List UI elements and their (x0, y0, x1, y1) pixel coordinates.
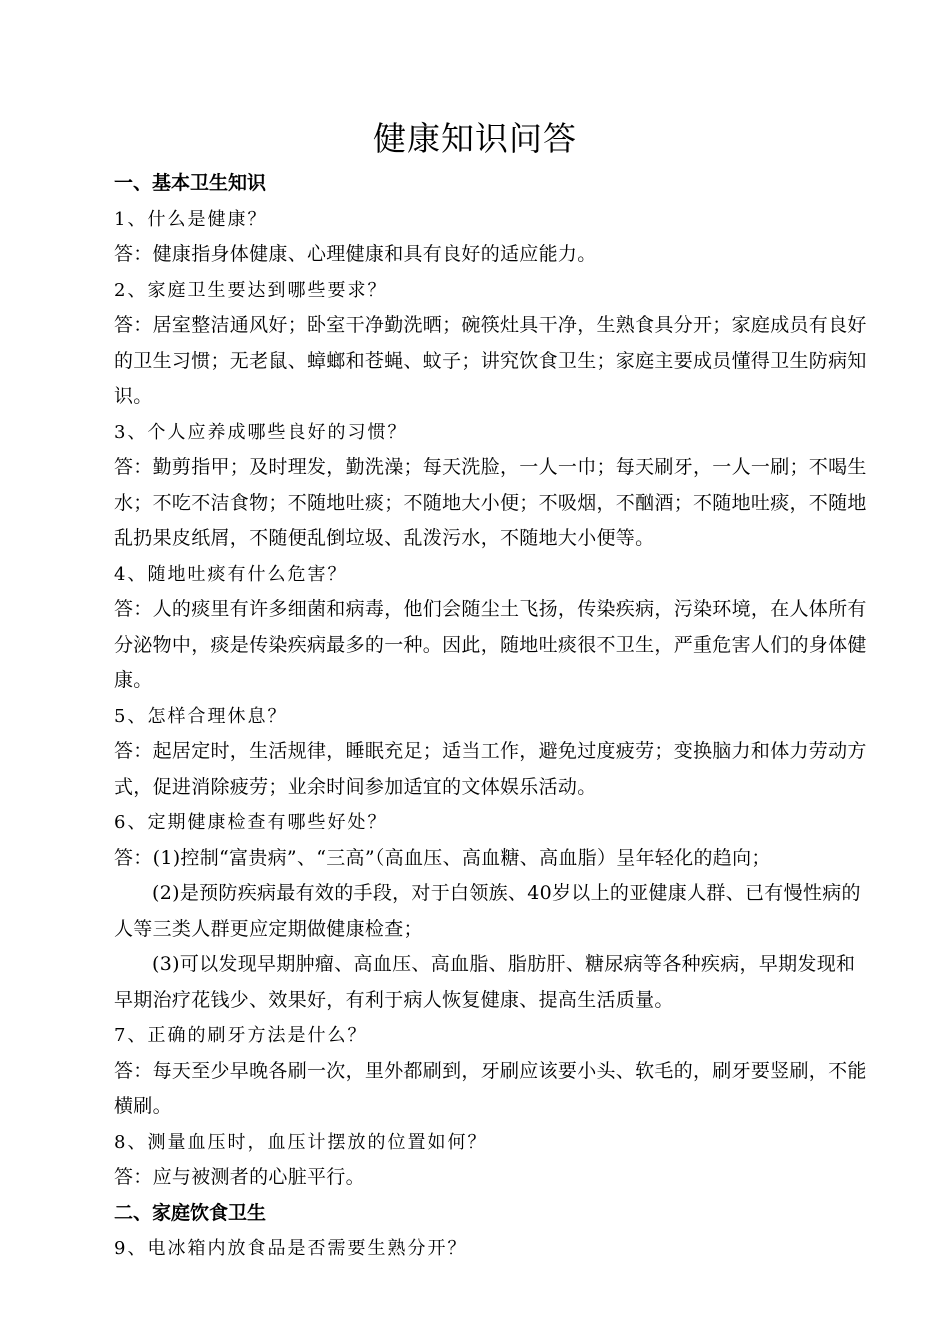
question: 5、怎样合理休息？ (114, 705, 288, 727)
question: 4、随地吐痰有什么危害？ (114, 563, 348, 585)
question: 6、定期健康检查有哪些好处？ (114, 812, 388, 833)
answer: 答：每天至少早晚各刷一次，里外都刷到，牙刷应该要小头、软毛的，刷牙要竖刷，不能横刷。 (114, 1059, 867, 1117)
question: 9、电冰箱内放食品是否需要生熟分开？ (114, 1238, 468, 1259)
answer: 答：人的痰里有许多细菌和病毒，他们会随尘土飞扬，传染疾病，污染环境，在人体所有分泌物中，痰是传染疾病最多的一种。因此，随地吐痰很不卫生，严重危害人们的身体健康。 (114, 598, 867, 691)
answer: 答：健康指身体健康、心理健康和具有良好的适应能力。 (114, 243, 597, 265)
answer: 答：居室整洁通风好；卧室干净勤洗晒；碗筷灶具干净，生熟食具分开；家庭成员有良好的卫生习惯；无老鼠、蟑螂和苍蝇、蚊子；讲究饮食卫生；家庭主要成员懂得卫生防病知识。 (114, 314, 867, 407)
question: 7、正确的刷牙方法是什么？ (114, 1025, 368, 1046)
answer: 答：应与被测者的心脏平行。 (114, 1166, 365, 1188)
answer: 答：勤剪指甲；及时理发，勤洗澡；每天洗脸，一人一巾；每天刷牙，一人一刷；不喝生水；不吃不洁食物；不随地吐痰；不随地大小便；不吸烟，不酗酒；不随地吐痰，不随地乱扔果皮纸屑，不随便乱倒垃圾、乱泼污水，不随地大小便等。 (114, 456, 867, 549)
document-body (114, 166, 874, 1267)
question: 3、个人应养成哪些良好的习惯？ (114, 421, 408, 443)
answer: 答：(1)控制“富贵病”、“三高”（高血压、高血糖、高血脂）呈年轻化的趋向； (114, 846, 771, 869)
question: 8、测量血压时，血压计摆放的位置如何？ (114, 1131, 488, 1153)
section-heading: 二、家庭饮食卫生 (114, 1201, 267, 1224)
question: 1、什么是健康？ (114, 208, 268, 230)
answer-point: (2)是预防疾病最有效的手段，对于白领族、40岁以上的亚健康人群、已有慢性病的人等三类人群更应定期做健康检查； (114, 882, 861, 940)
section-heading: 一、基本卫生知识 (114, 172, 267, 194)
page-title: 健康知识问答 (373, 119, 577, 158)
answer: 答：起居定时，生活规律，睡眠充足；适当工作，避免过度疲劳；变换脑力和体力劳动方式，促进消除疲劳；业余时间参加适宜的文体娱乐活动。 (114, 740, 867, 798)
question: 2、家庭卫生要达到哪些要求？ (114, 279, 388, 301)
answer-point: (3)可以发现早期肿瘤、高血压、高血脂、脂肪肝、糖尿病等各种疾病，早期发现和早期治疗花钱少、效果好，有利于病人恢复健康、提高生活质量。 (114, 953, 856, 1011)
